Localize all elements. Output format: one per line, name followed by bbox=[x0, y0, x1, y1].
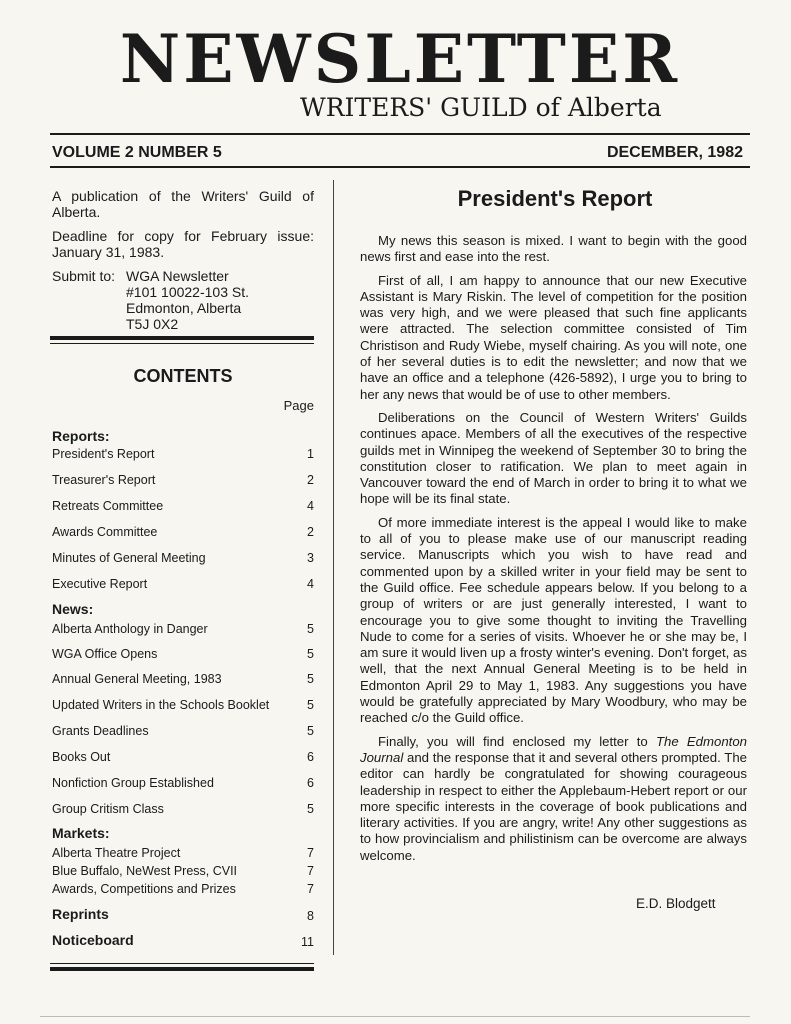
report-paragraph: My news this season is mixed. I want to begin with the good news first and ease into the rest. bbox=[360, 233, 747, 265]
toc-section-heading: Markets: bbox=[52, 825, 110, 841]
toc-item-page: 4 bbox=[307, 577, 314, 591]
toc-item-page: 5 bbox=[307, 672, 314, 686]
toc-item[interactable] bbox=[52, 672, 314, 686]
toc-item-label: Treasurer's Report bbox=[52, 473, 156, 487]
toc-item-page: 8 bbox=[307, 909, 314, 923]
toc-item-page: 7 bbox=[307, 846, 314, 860]
guild-name: WRITERS' GUILD of Alberta bbox=[300, 93, 662, 122]
toc-item-page: 6 bbox=[307, 776, 314, 790]
volume-number: VOLUME 2 NUMBER 5 bbox=[52, 144, 222, 161]
toc-item-label: WGA Office Opens bbox=[52, 647, 158, 661]
signature: E.D. Blodgett bbox=[636, 896, 716, 911]
toc-item-page: 7 bbox=[307, 864, 314, 878]
toc-item-page: 2 bbox=[307, 473, 314, 487]
report-paragraph-final bbox=[360, 734, 747, 864]
toc-section-heading: News: bbox=[52, 601, 94, 617]
toc-item[interactable] bbox=[52, 525, 314, 539]
toc-item-label: Retreats Committee bbox=[52, 499, 164, 513]
toc-item-label: Alberta Anthology in Danger bbox=[52, 622, 208, 636]
toc-item-label: Awards Committee bbox=[52, 525, 158, 539]
toc-item-page: 3 bbox=[307, 551, 314, 565]
toc-item[interactable] bbox=[52, 499, 314, 513]
final-text-start: Finally, you will find enclosed my letter to bbox=[378, 733, 656, 749]
toc-item-label: Blue Buffalo, NeWest Press, CVII bbox=[52, 864, 238, 878]
toc-item-page: 11 bbox=[301, 935, 314, 949]
submit-label: Submit to: bbox=[52, 268, 116, 284]
issue-date: DECEMBER, 1982 bbox=[606, 144, 743, 161]
report-paragraph: Deliberations on the Council of Western Writers' Guilds continues apace. Members of all the executives of the respective guilds met in Winnipeg the weekend of September 30 to bring the constitution closer to ratification. We plan to meet again in Vancouver toward the end of March in order to bring it to what we hope will be its final state. bbox=[360, 409, 747, 507]
contents-rule-bottom-thin bbox=[50, 963, 314, 964]
header-rule-bottom bbox=[50, 166, 750, 168]
address-line: WGA Newsletter bbox=[126, 268, 229, 284]
deadline-note: Deadline for copy for February issue: January 31, 1983. bbox=[52, 228, 314, 260]
toc-item-label: Annual General Meeting, 1983 bbox=[52, 672, 222, 686]
toc-item-page: 5 bbox=[307, 698, 314, 712]
final-text-end: and the response that it and several others prompted. The editor can hardly be congratulated for showing courageous leadership in respect to either the Applebaum-Hebert report or our more specific interests in the coverage of book publications and literary activities. If you are angry, write! Any other suggestions as to how provincialism and philistinism can be overcome are always welcome. bbox=[360, 749, 747, 863]
toc-item[interactable] bbox=[52, 698, 314, 712]
toc-item-page: 6 bbox=[307, 750, 314, 764]
toc-item[interactable] bbox=[52, 724, 314, 738]
toc-item[interactable] bbox=[52, 802, 314, 816]
toc-item-page: 1 bbox=[307, 447, 314, 461]
toc-item-label: Nonfiction Group Established bbox=[52, 776, 214, 790]
address-line: Edmonton, Alberta bbox=[126, 300, 242, 316]
column-divider bbox=[333, 180, 334, 955]
address-lines bbox=[126, 268, 249, 332]
toc-item-page: 2 bbox=[307, 525, 314, 539]
toc-item-label: Books Out bbox=[52, 750, 111, 764]
report-paragraph: Of more immediate interest is the appeal I would like to make to all of you to please make use of our manuscript reading service. Manuscripts which you wish to have read and commented upon by a skilled writer in your field may be sent to the Guild office. Fee schedule appears below. If you belong to a group of writers or are just generally interested, I want to encourage you to give some thought to inviting the Travelling Nude to come for a series of visits. Whoever he or she may be, I am sure it would liven up a frosty winter's evening. Don't forget, as well, that the next Annual General Meeting is to be held in Edmonton April 29 to May 1, 1983. Any suggestions you have would be gratefully appreciated by Mary Woodbury, who may be reached c/o the Guild office. bbox=[360, 514, 747, 726]
report-title: President's Report bbox=[457, 186, 653, 211]
toc-item-label: Alberta Theatre Project bbox=[52, 846, 181, 860]
contents-rule-top-thin bbox=[50, 343, 314, 344]
report-paragraph: First of all, I am happy to announce that our new Executive Assistant is Mary Riskin. The level of competition for the position was very high, and we were pleased that such fine applicants were attracted. The selection committee consisted of Tim Christison and Rudy Wiebe, myself chairing. As you will note, one of her several duties is to edit the newsletter; and now that we have an office and a telephone (426-5892), I urge you to bring to her any news that would be of use to other members. bbox=[360, 272, 747, 402]
toc-item-page: 4 bbox=[307, 499, 314, 513]
toc-item[interactable] bbox=[52, 846, 314, 860]
contents-rule-bottom-thick bbox=[50, 967, 314, 971]
page-column-header: Page bbox=[283, 398, 314, 413]
toc-item-noticeboard[interactable] bbox=[52, 932, 314, 949]
toc-item[interactable] bbox=[52, 577, 314, 591]
toc-item-label: Reprints bbox=[52, 906, 109, 922]
toc-item-label: Minutes of General Meeting bbox=[52, 551, 206, 565]
toc-item-page: 7 bbox=[307, 882, 314, 896]
toc-item-label: Updated Writers in the Schools Booklet bbox=[52, 698, 270, 712]
toc-item[interactable] bbox=[52, 864, 314, 878]
submit-address bbox=[52, 268, 314, 332]
toc-item[interactable] bbox=[52, 647, 314, 661]
toc-item-label: Awards, Competitions and Prizes bbox=[52, 882, 236, 896]
toc-item-label: President's Report bbox=[52, 447, 155, 461]
toc-section-heading: Reports: bbox=[52, 428, 110, 444]
footer-rule bbox=[40, 1016, 750, 1017]
toc-item-page: 5 bbox=[307, 724, 314, 738]
toc-item-label: Grants Deadlines bbox=[52, 724, 149, 738]
contents-title: CONTENTS bbox=[133, 366, 233, 386]
report-body bbox=[360, 233, 747, 871]
header-rule-top bbox=[50, 133, 750, 135]
publication-info bbox=[52, 188, 314, 332]
toc-item[interactable] bbox=[52, 551, 314, 565]
toc-item-page: 5 bbox=[307, 802, 314, 816]
toc-item-label: Noticeboard bbox=[52, 932, 134, 948]
journal-title: The Edmonton Journal bbox=[360, 733, 747, 765]
toc-item-label: Group Critism Class bbox=[52, 802, 164, 816]
address-line: T5J 0X2 bbox=[126, 316, 179, 332]
address-line: #101 10022-103 St. bbox=[126, 284, 249, 300]
toc-item[interactable] bbox=[52, 622, 314, 636]
toc-item-reprints[interactable] bbox=[52, 906, 314, 923]
toc-item-page: 5 bbox=[307, 622, 314, 636]
toc-item-label: Executive Report bbox=[52, 577, 148, 591]
toc-item[interactable] bbox=[52, 750, 314, 764]
toc-item[interactable] bbox=[52, 882, 314, 896]
toc-item-page: 5 bbox=[307, 647, 314, 661]
toc-item[interactable] bbox=[52, 473, 314, 487]
toc-item[interactable] bbox=[52, 447, 314, 461]
publication-note: A publication of the Writers' Guild of Alberta. bbox=[52, 188, 314, 220]
toc-item[interactable] bbox=[52, 776, 314, 790]
newsletter-title: NEWSLETTER bbox=[119, 20, 681, 98]
contents-rule-top-thick bbox=[50, 336, 314, 340]
